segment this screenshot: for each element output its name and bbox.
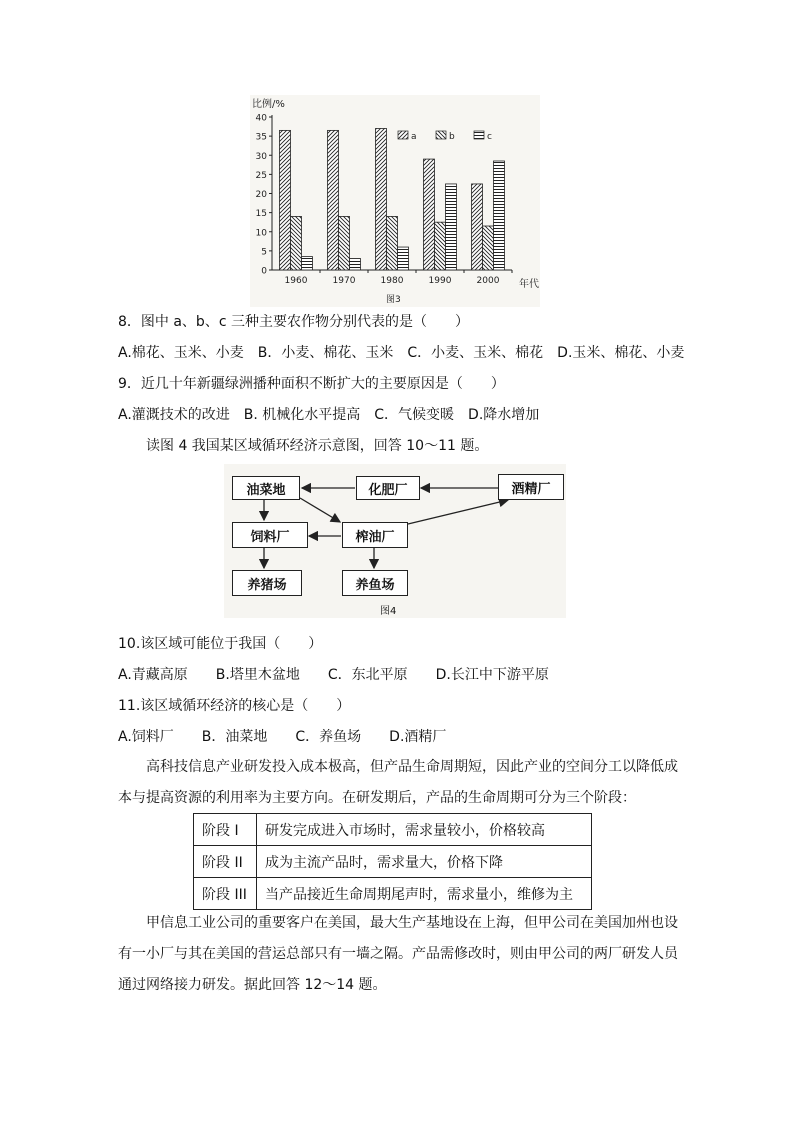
y-tick-label: 20 bbox=[255, 190, 267, 200]
bars bbox=[280, 128, 505, 270]
arrow-field-to-oil bbox=[300, 498, 340, 522]
bar-c-2000 bbox=[494, 161, 505, 270]
y-tick-label: 40 bbox=[255, 113, 267, 124]
legend-label-b: b bbox=[449, 132, 455, 142]
question-8-stem: 8．图中 a、b、c 三种主要农作物分别代表的是（ ） bbox=[118, 314, 469, 330]
bar-b-1960 bbox=[291, 216, 302, 270]
y-tick-label: 0 bbox=[261, 266, 267, 277]
phase-description: 当产品接近生命周期尾声时，需求量小，维修为主 bbox=[257, 878, 592, 910]
question-10-options: A.青藏高原 B.塔里木盆地 C．东北平原 D.长江中下游平原 bbox=[118, 667, 549, 683]
bar-b-1980 bbox=[387, 216, 398, 270]
bar-a-1970 bbox=[328, 130, 339, 270]
passage-company bbox=[118, 908, 678, 1001]
circular-economy-diagram bbox=[224, 464, 566, 618]
legend-swatch-a bbox=[398, 131, 408, 139]
x-tick-label: 2000 bbox=[476, 276, 500, 286]
intro-10-11: 读图 4 我国某区域循环经济示意图，回答 10～11 题。 bbox=[146, 438, 489, 454]
y-tick-label: 30 bbox=[255, 151, 267, 162]
x-tick-label: 1980 bbox=[380, 276, 404, 286]
node-feed-mill: 饲料厂 bbox=[232, 522, 308, 548]
table-row bbox=[194, 878, 592, 910]
bar-b-1970 bbox=[339, 216, 350, 270]
legend-label-a: a bbox=[411, 132, 417, 142]
diagram-caption: 图4 bbox=[380, 606, 397, 617]
question-9-stem: 9．近几十年新疆绿洲播种面积不断扩大的主要原因是（ ） bbox=[118, 376, 505, 392]
y-tick-label: 5 bbox=[261, 247, 267, 258]
x-axis-label: 年代 bbox=[519, 279, 539, 290]
y-axis-label: 比例/% bbox=[252, 99, 285, 110]
x-axis bbox=[272, 270, 512, 286]
node-rapeseed-field: 油菜地 bbox=[232, 476, 300, 500]
legend-swatch-c bbox=[474, 131, 484, 139]
bar-a-1960 bbox=[280, 130, 291, 270]
question-10-stem: 10.该区域可能位于我国（ ） bbox=[118, 636, 323, 652]
bar-c-1960 bbox=[302, 257, 313, 270]
x-tick-label: 1990 bbox=[428, 276, 452, 286]
phase-description: 成为主流产品时，需求量大，价格下降 bbox=[257, 846, 592, 878]
node-oil-mill: 榨油厂 bbox=[342, 522, 408, 548]
bar-a-1990 bbox=[424, 159, 435, 270]
chart-caption: 图3 bbox=[386, 295, 401, 305]
x-tick-label: 1970 bbox=[332, 276, 356, 286]
phase-label: 阶段 I bbox=[194, 814, 257, 846]
x-tick-label: 1960 bbox=[284, 276, 308, 286]
legend-swatch-b bbox=[436, 131, 446, 139]
legend-label-c: c bbox=[487, 132, 492, 142]
node-fish-farm: 养鱼场 bbox=[342, 570, 408, 596]
passage-hitech-text: 高科技信息产业研发投入成本极高，但产品生命周期短，因此产业的空间分工以降低成本与提高资源的利用率为主要方向。在研发期后，产品的生命周期可分为三个阶段： bbox=[118, 759, 678, 806]
passage-hitech bbox=[118, 752, 678, 814]
bar-c-1990 bbox=[446, 184, 457, 270]
bar-chart-svg bbox=[250, 95, 540, 307]
crop-proportion-chart bbox=[250, 95, 540, 307]
phase-label: 阶段 III bbox=[194, 878, 257, 910]
bar-b-1990 bbox=[435, 222, 446, 270]
lifecycle-phase-table bbox=[193, 813, 592, 910]
y-tick-label: 25 bbox=[255, 170, 267, 181]
bar-b-2000 bbox=[483, 226, 494, 270]
y-axis bbox=[256, 114, 272, 277]
bar-a-2000 bbox=[472, 184, 483, 270]
question-9-options: A.灌溉技术的改进 B. 机械化水平提高 C．气候变暖 D.降水增加 bbox=[118, 407, 540, 423]
table-row bbox=[194, 846, 592, 878]
node-fertilizer-plant: 化肥厂 bbox=[356, 476, 420, 500]
arrow-oil-to-alcohol bbox=[408, 500, 508, 524]
bar-c-1970 bbox=[350, 259, 361, 270]
y-tick-label: 10 bbox=[255, 228, 267, 239]
phase-label: 阶段 II bbox=[194, 846, 257, 878]
y-tick-label: 35 bbox=[255, 132, 267, 143]
bar-a-1980 bbox=[376, 128, 387, 270]
node-pig-farm: 养猪场 bbox=[232, 570, 302, 596]
bar-c-1980 bbox=[398, 247, 409, 270]
table-row bbox=[194, 814, 592, 846]
y-tick-label: 15 bbox=[255, 209, 267, 220]
legend bbox=[398, 131, 492, 142]
phase-description: 研发完成进入市场时，需求量较小，价格较高 bbox=[257, 814, 592, 846]
question-8-options: A.棉花、玉米、小麦 B．小麦、棉花、玉米 C．小麦、玉米、棉花 D.玉米、棉花、小麦 bbox=[118, 345, 685, 361]
node-alcohol-plant: 酒精厂 bbox=[498, 474, 564, 500]
passage-company-text: 甲信息工业公司的重要客户在美国，最大生产基地设在上海，但甲公司在美国加州也设有一小厂与其在美国的营运总部只有一墙之隔。产品需修改时，则由甲公司的两厂研发人员通过网络接力研发。据此回答 12～14 题。 bbox=[118, 915, 678, 993]
question-11-stem: 11.该区域循环经济的核心是（ ） bbox=[118, 698, 351, 714]
question-11-options: A.饲料厂 B．油菜地 C．养鱼场 D.酒精厂 bbox=[118, 729, 447, 745]
